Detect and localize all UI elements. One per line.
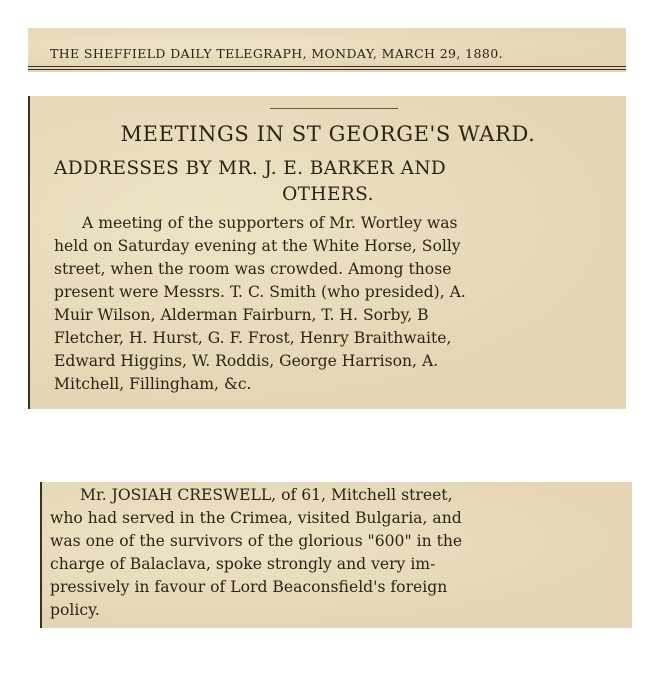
- divider-rule: [270, 108, 398, 109]
- article-body-line: street, when the room was crowded. Among those: [54, 260, 452, 278]
- article-body-line: pressively in favour of Lord Beaconsfield's foreign: [50, 578, 448, 596]
- article-body-line: Muir Wilson, Alderman Fairburn, T. H. Sorby, B: [54, 306, 429, 324]
- article-body-line: Mitchell, Fillingham, &c.: [54, 375, 252, 393]
- article-body-line: Fletcher, H. Hurst, G. F. Frost, Henry Braithwaite,: [54, 329, 452, 347]
- article-subhead: ADDRESSES BY MR. J. E. BARKER AND: [54, 158, 447, 179]
- article-body-line: Mr. JOSIAH CRESWELL, of 61, Mitchell street,: [80, 486, 453, 504]
- article-body-line: charge of Balaclava, spoke strongly and very im-: [50, 555, 436, 573]
- article-body-line: A meeting of the supporters of Mr. Wortley was: [82, 214, 458, 232]
- article-subhead: OTHERS.: [282, 184, 374, 205]
- article-body-line: held on Saturday evening at the White Horse, Solly: [54, 237, 461, 255]
- article-clipping-creswell: [40, 482, 632, 628]
- masthead-rule: [28, 66, 626, 67]
- article-body-line: who had served in the Crimea, visited Bulgaria, and: [50, 509, 462, 527]
- masthead-clipping: [28, 28, 626, 72]
- article-body-line: was one of the survivors of the glorious "600" in the: [50, 532, 463, 550]
- masthead-rule: [28, 69, 626, 70]
- article-body-line: Edward Higgins, W. Roddis, George Harrison, A.: [54, 352, 439, 370]
- article-body-line: present were Messrs. T. C. Smith (who presided), A.: [54, 283, 466, 301]
- article-body-line: policy.: [50, 601, 100, 619]
- article-clipping-meetings: [28, 96, 626, 409]
- article-headline: MEETINGS IN ST GEORGE'S WARD.: [120, 122, 536, 146]
- masthead-line: THE SHEFFIELD DAILY TELEGRAPH, MONDAY, MARCH 29, 1880.: [50, 46, 503, 61]
